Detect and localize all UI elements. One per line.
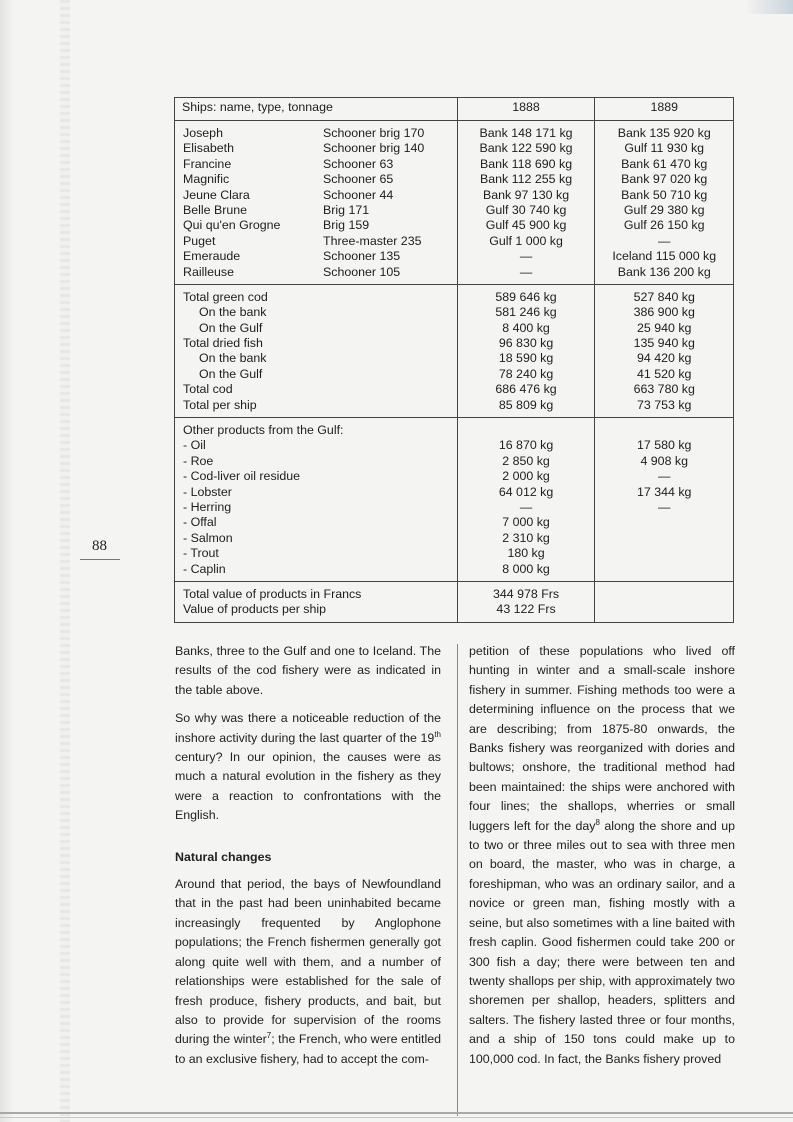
ship-type: Schooner 63 xyxy=(323,156,394,171)
product-1888: 7 000 kg xyxy=(502,515,550,530)
catch-1888: Gulf 1 000 kg xyxy=(489,233,563,248)
ship-name: Puget xyxy=(183,233,216,248)
spacer xyxy=(458,423,595,438)
product-1888: 180 kg xyxy=(507,546,545,561)
section-heading: Natural changes xyxy=(175,849,272,864)
catch-1889: Bank 136 200 kg xyxy=(617,264,711,279)
value-1889 xyxy=(595,587,733,602)
product-1889: 4 908 kg xyxy=(640,453,688,468)
product-label: - Caplin xyxy=(183,561,226,576)
catch-1888: Bank 112 255 kg xyxy=(480,172,573,187)
ship-row xyxy=(183,141,457,156)
value-1888: 43 122 Frs xyxy=(496,602,556,617)
totals-labels-cell xyxy=(175,284,458,417)
page-number: 88 xyxy=(92,538,107,554)
ship-name: Belle Brune xyxy=(183,202,248,217)
total-1888: 581 246 kg xyxy=(495,305,557,320)
total-1888: 78 240 kg xyxy=(498,366,554,381)
page-edge-shadow xyxy=(0,0,14,1122)
total-label: On the bank xyxy=(199,351,267,366)
total-label: On the Gulf xyxy=(199,366,263,381)
text-column-left xyxy=(175,642,441,1078)
ship-type: Schooner brig 140 xyxy=(323,141,425,156)
ship-row xyxy=(183,126,457,141)
catch-1889: Bank 97 020 kg xyxy=(621,172,708,187)
catch-1889: Bank 50 710 kg xyxy=(621,187,708,202)
value-1888-cell xyxy=(457,581,595,622)
scan-bottom-edge-2 xyxy=(0,1117,793,1118)
ship-name: Elisabeth xyxy=(183,141,234,156)
ship-name: Railleuse xyxy=(183,264,234,279)
total-label: On the bank xyxy=(199,305,267,320)
product-1888: 2 000 kg xyxy=(502,469,550,484)
page-number-rule xyxy=(80,559,120,560)
catch-1889: Bank 135 920 kg xyxy=(617,126,711,140)
total-1889: 25 940 kg xyxy=(637,320,692,335)
paragraph: Banks, three to the Gulf and one to Iceland. The results of the cod fishery were as indicated in the table above. xyxy=(175,644,441,697)
product-1889 xyxy=(595,546,733,561)
catch-1889: Iceland 115 000 kg xyxy=(612,249,717,264)
other-1888-cell xyxy=(457,418,595,582)
total-1889: 135 940 kg xyxy=(633,336,695,351)
total-label: Total cod xyxy=(183,382,233,397)
ship-type: Schooner brig 170 xyxy=(323,126,425,140)
ship-row xyxy=(183,188,457,203)
ship-name: Francine xyxy=(183,156,232,171)
catch-1888: Gulf 45 900 kg xyxy=(485,218,567,233)
ships-1888-cell xyxy=(457,121,595,285)
ship-row xyxy=(183,265,457,280)
product-label: - Cod-liver oil residue xyxy=(183,469,301,484)
ship-type: Schooner 65 xyxy=(323,172,394,187)
total-1889: 527 840 kg xyxy=(633,289,695,304)
product-label: - Trout xyxy=(183,546,219,561)
ship-row xyxy=(183,157,457,172)
product-label: - Oil xyxy=(183,438,206,453)
value-1889 xyxy=(595,602,733,617)
total-1888: 8 400 kg xyxy=(502,320,550,335)
product-1889: — xyxy=(658,469,671,484)
scan-corner xyxy=(745,0,793,14)
total-label: Total per ship xyxy=(183,397,257,412)
other-products-title: Other products from the Gulf: xyxy=(183,423,344,438)
total-1888: 589 646 kg xyxy=(495,289,557,304)
ship-name: Emeraude xyxy=(183,249,241,264)
table-header-row xyxy=(175,98,734,121)
text-run: So why was there a noticeable reduction of the inshore activity during the last quarter of the 19 xyxy=(175,711,441,745)
text-column-right xyxy=(469,642,735,1078)
ship-type: Schooner 135 xyxy=(323,249,401,264)
ship-name: Magnific xyxy=(183,172,230,187)
fishery-table xyxy=(174,97,734,623)
product-1888: 8 000 kg xyxy=(502,561,550,576)
catch-1888: Bank 118 690 kg xyxy=(480,156,573,171)
text-run: Around that period, the bays of Newfoundland that in the past had been uninhabited became increasingly frequented by Anglophone populations; the French fishermen generally got along quite well with them, and a number of relationships were established for the sale of fresh produce, fishery products, and bait, but also to provide for supervision of the rooms during the winter xyxy=(175,877,441,1047)
other-products-section xyxy=(175,418,734,582)
ship-name: Joseph xyxy=(183,126,223,140)
product-label: - Roe xyxy=(183,453,214,468)
catch-1889: Gulf 11 930 kg xyxy=(624,141,705,156)
catch-1889: — xyxy=(658,233,671,248)
value-1888: 344 978 Frs xyxy=(492,586,560,601)
text-run: century? In our opinion, the causes were as much a natural evolution in the fishery as they were a reaction to confrontations with the English. xyxy=(175,750,441,823)
ship-type: Three-master 235 xyxy=(323,233,422,248)
product-1889 xyxy=(595,562,733,577)
ship-type: Brig 171 xyxy=(323,202,370,217)
catch-1888: Gulf 30 740 kg xyxy=(485,202,567,217)
product-1888: 16 870 kg xyxy=(498,438,554,453)
value-labels-cell xyxy=(175,581,458,622)
catch-1888: Bank 148 171 kg xyxy=(479,126,573,140)
product-1889 xyxy=(595,531,733,546)
ships-1889-cell xyxy=(595,121,734,285)
catch-1889: Gulf 26 150 kg xyxy=(623,218,705,233)
spacer xyxy=(595,423,733,438)
ships-section xyxy=(175,121,734,285)
ship-type: Brig 159 xyxy=(323,218,370,233)
totals-1889-cell xyxy=(595,284,734,417)
ship-row xyxy=(183,203,457,218)
total-1888: 686 476 kg xyxy=(495,382,557,397)
value-label: Value of products per ship xyxy=(183,602,327,617)
ship-type: Schooner 105 xyxy=(323,264,401,279)
total-1889: 386 900 kg xyxy=(633,305,695,320)
other-labels-cell xyxy=(175,418,458,582)
total-1889: 663 780 kg xyxy=(633,382,695,397)
ship-row xyxy=(183,172,457,187)
product-1889: 17 580 kg xyxy=(637,438,692,453)
product-1889: 17 344 kg xyxy=(637,484,692,499)
paragraph xyxy=(469,642,735,1069)
header-1889: 1889 xyxy=(595,98,734,121)
value-label: Total value of products in Francs xyxy=(183,586,362,601)
value-1889-cell xyxy=(595,581,734,622)
total-1889: 73 753 kg xyxy=(637,397,692,412)
totals-1888-cell xyxy=(457,284,595,417)
ships-names-cell xyxy=(175,121,458,285)
footnote-ref: 7 xyxy=(266,1031,272,1041)
superscript: th xyxy=(434,729,441,739)
total-1889: 94 420 kg xyxy=(637,351,692,366)
catch-1888: — xyxy=(519,264,533,279)
product-label: - Offal xyxy=(183,515,217,530)
product-1888: — xyxy=(519,499,533,514)
total-1888: 96 830 kg xyxy=(498,336,554,351)
column-divider xyxy=(457,644,458,1116)
header-1888: 1888 xyxy=(457,98,595,121)
product-label: - Lobster xyxy=(183,484,232,499)
total-1888: 85 809 kg xyxy=(498,397,554,412)
footnote-ref: 8 xyxy=(595,817,600,827)
totals-section xyxy=(175,284,734,417)
ship-type: Schooner 44 xyxy=(323,187,394,202)
catch-1889: Bank 61 470 kg xyxy=(621,156,708,171)
catch-1888: — xyxy=(519,249,533,264)
paragraph xyxy=(175,875,441,1069)
total-1889: 41 520 kg xyxy=(637,366,692,381)
product-1889 xyxy=(595,515,733,530)
ship-name: Qui qu'en Grogne xyxy=(183,218,281,233)
catch-1888: Bank 122 590 kg xyxy=(479,141,573,156)
total-label: Total dried fish xyxy=(183,336,263,351)
other-1889-cell xyxy=(595,418,734,582)
paragraph xyxy=(175,709,441,825)
catch-1889: Gulf 29 380 kg xyxy=(623,202,705,217)
ship-row xyxy=(183,249,457,264)
header-ships: Ships: name, type, tonnage xyxy=(175,98,458,121)
text-run: ; the French, who were entitled to an exclusive fishery, had to accept the com- xyxy=(175,1032,441,1066)
product-label: - Herring xyxy=(183,499,232,514)
ship-row xyxy=(183,218,457,233)
scan-bottom-edge xyxy=(0,1112,793,1114)
ship-name: Jeune Clara xyxy=(183,187,250,202)
ship-row xyxy=(183,234,457,249)
product-1888: 2 310 kg xyxy=(502,530,550,545)
total-label: Total green cod xyxy=(183,289,268,304)
binding-holes xyxy=(60,0,70,1122)
product-1888: 64 012 kg xyxy=(498,484,554,499)
catch-1888: Bank 97 130 kg xyxy=(482,187,570,202)
total-1888: 18 590 kg xyxy=(498,351,554,366)
text-run: petition of these populations who lived off hunting in winter and a small-scale inshore fishery in summer. Fishing methods too were a determining influence on the process that we are describing; from 1875-80 onwards, the Banks fishery was reorganized with dories and bultows; onshore, the traditional method had been maintained: the ships were anchored with four lines; the shallops, wherries or small luggers left for the day xyxy=(469,644,735,833)
product-1888: 2 850 kg xyxy=(502,453,550,468)
text-run: along the shore and up to two or three miles out to sea with three men on board, the master, who was in charge, a foreshipman, who was an ordinary sailor, and a novice or green man, fishing mostly with a seine, but also sometimes with a line baited with fresh caplin. Good fishermen could take 200 or 300 fish a day; there were between ten and twenty shallops per ship, with approximately two shoremen per shallop, headers, splitters and salters. The fishery lasted three or four months, and a ship of 150 tons could make up to 100,000 cod. In fact, the Banks fishery proved xyxy=(469,818,735,1066)
value-section xyxy=(175,581,734,622)
product-1889: — xyxy=(658,499,671,514)
product-label: - Salmon xyxy=(183,530,233,545)
total-label: On the Gulf xyxy=(199,320,263,335)
